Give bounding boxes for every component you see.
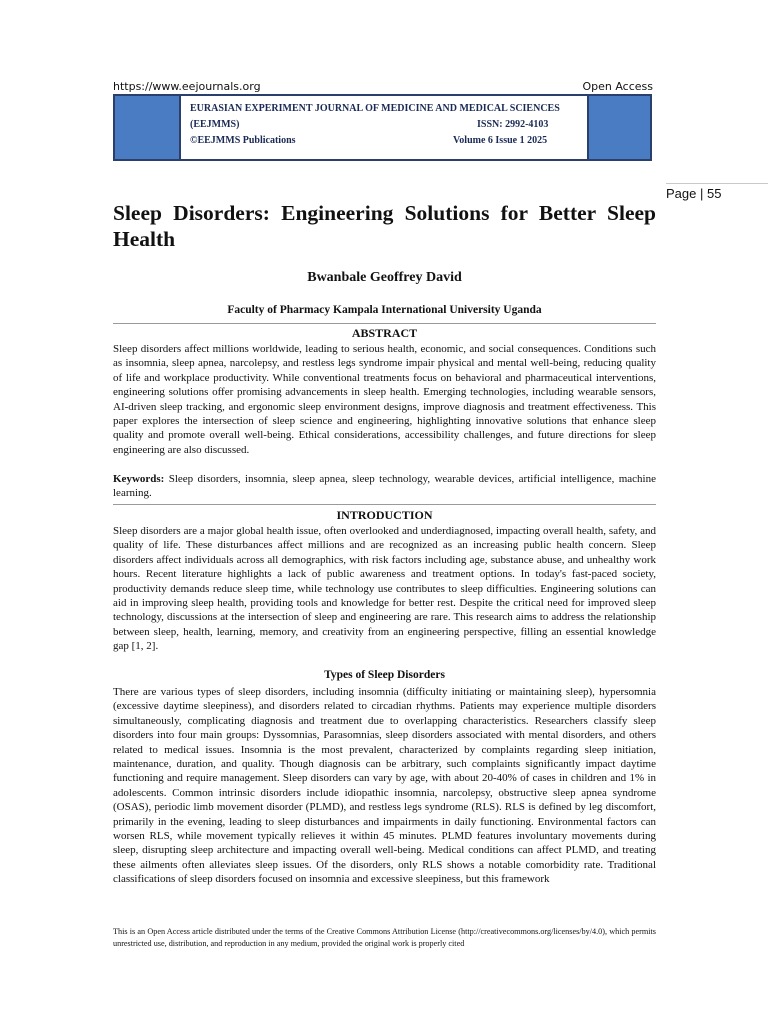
license-footer: This is an Open Access article distributed under the terms of the Creative Commons Attribution License (http://creativecommons.org/licenses/by/4.0), which permits unrestricted use, distribution, and reproduction in any medium, provided the original work is properly cited [113,927,656,948]
journal-url[interactable]: https://www.eejournals.org [113,80,261,93]
types-text: There are various types of sleep disorders, including insomnia (difficulty initiating or maintaining sleep), hypersomnia (excessive daytime sleepiness), and disorders related to circadian rhythms. Patients may experience multiple disorders simultaneously, complicating diagnosis and treatment due to overlapping characteristics. Researchers classify sleep disorders into four main groups: Dyssomnias, Parasomnias, sleep disorders associated with mental disorders, and others related to medical issues. Insomnia is the most prevalent, characterized by complaints regarding sleep initiation, maintenance, duration, and quality. Though diagnosis can be arbitrary, such complaints significantly impact daytime functioning and require management. Sleep disorders can vary by age, with about 20-40% of cases in children and 1% in adolescents. Common intrinsic disorders include idiopathic insomnia, narcolepsy, obstructive sleep apnea syndrome (OSAS), periodic limb movement disorder (PLMD), and restless legs syndrome (RLS). RLS is defined by leg discomfort, primarily in the evening, leading to sleep disturbances and impairments in daily functioning. Environmental factors can worsen RLS, while movement typically relieves it within 45 minutes. PLMD features involuntary movements during sleep, disrupting sleep architecture and impacting overall well-being. Medical conditions can affect PLMD, and treating these ailments often alleviates sleep issues. Of the disorders, only RLS shows a notable comorbidity rate. Traditional classifications of sleep disorders focused on insomnia and excessive sleepiness, but this framework [113,686,656,886]
open-access-label: Open Access [582,80,653,93]
keywords [113,472,656,501]
volume-issue: Volume 6 Issue 1 2025 [453,135,548,146]
types-heading: Types of Sleep Disorders [324,669,445,681]
abstract-heading: ABSTRACT [351,326,418,340]
author-name: Bwanbale Geoffrey David [307,270,462,285]
keywords-list: Sleep disorders, insomnia, sleep apnea, sleep technology, wearable devices, artificial intelligence, machine learning. [113,473,656,500]
publisher: ©EEJMMS Publications [190,135,296,146]
abstract-text: Sleep disorders affect millions worldwide, leading to serious health, economic, and social consequences. Conditions such as insomnia, sleep apnea, narcolepsy, and restless legs syndrome impair physical and mental well-being, reducing quality of life and workplace productivity. While conventional treatments focus on behavioral and pharmaceutical interventions, engineering solutions offer promising advancements in sleep health. Emerging technologies, including wearable sensors, AI-driven sleep tracking, and ergonomic sleep environment designs, improve diagnosis and treatment effectiveness. This paper explores the intersection of sleep science and engineering, highlighting innovative solutions that enhance sleep quality and promote overall well-being. Ethical considerations, accessibility challenges, and future directions for sleep engineering are also discussed. [113,343,656,456]
divider [113,323,656,324]
journal-abbrev: (EEJMMS) [190,119,240,130]
journal-banner [113,94,652,161]
journal-info-box [179,96,589,159]
journal-name: EURASIAN EXPERIMENT JOURNAL OF MEDICINE AND MEDICAL SCIENCES [190,103,560,114]
article-title: Sleep Disorders: Engineering Solutions for Better Sleep Health [113,201,656,251]
author-affiliation: Faculty of Pharmacy Kampala International University Uganda [227,304,542,316]
keywords-label: Keywords: [113,473,165,485]
divider [113,504,656,505]
introduction-heading: INTRODUCTION [336,508,433,522]
running-header [113,80,653,94]
introduction-text: Sleep disorders are a major global health issue, often overlooked and underdiagnosed, impacting overall health, safety, and quality of life. These disturbances affect millions and are recognized as an increasing public health concern. Sleep disorders affect individuals across all demographics, with risk factors including age, substance abuse, and unhealthy work hours. Recent literature highlights a lack of public awareness and treatment options. In today's fast-paced society, productivity demands reduce sleep time, while technology use contributes to sleep difficulties. Engineering solutions can aid in improving sleep health, providing tools and knowledge for better rest. Despite the critical need for improved sleep technology, discussions at the intersection of sleep and engineering are rare. This research aims to address the relationship between sleep, health, learning, memory, and creativity from an engineering perspective, filling an essential knowledge gap [1, 2]. [113,525,656,653]
issn: ISSN: 2992-4103 [477,119,549,130]
page-number: Page | 55 [666,183,768,205]
